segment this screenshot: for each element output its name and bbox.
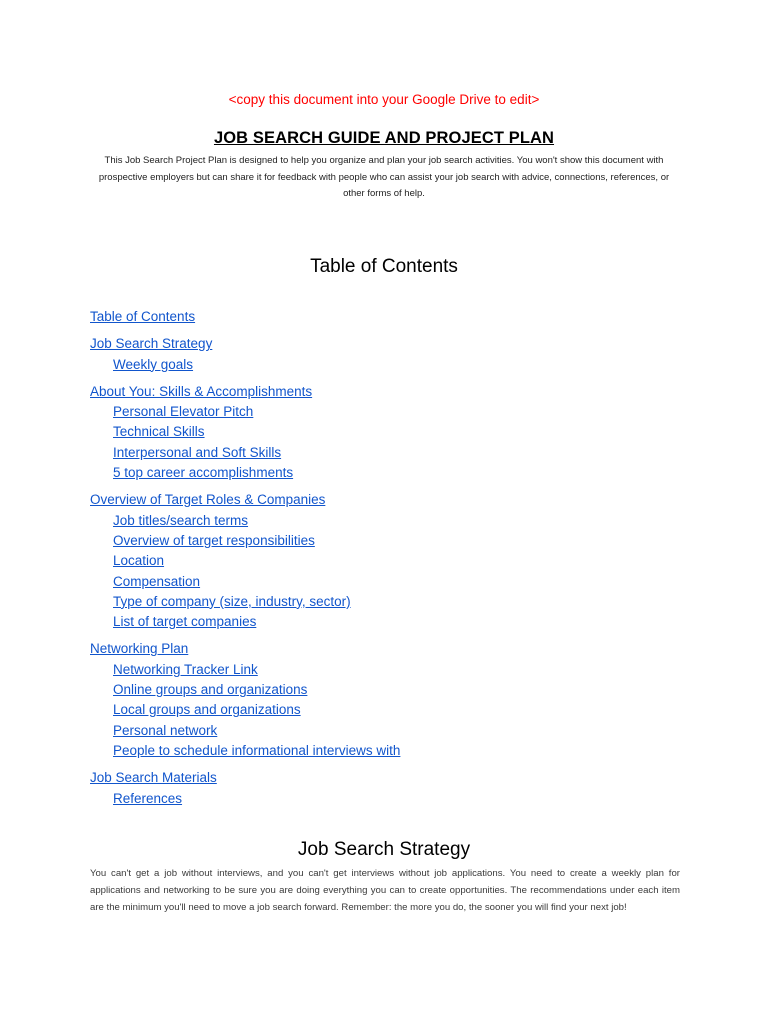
strategy-paragraph: You can't get a job without interviews, and you can't get interviews without job applications. You need to create a weekly plan for applications and networking to be sure you are doing everything you can to create opportunities. The recommendations under each item are the minimum you'll need to move a job search forward. Remember: the more you do, the sooner you will find your next job!	[90, 868, 680, 913]
toc-link-company-type[interactable]: Type of company (size, industry, sector)	[113, 593, 351, 609]
toc-group	[90, 639, 690, 761]
toc-link-references[interactable]: References	[113, 790, 183, 806]
toc-link-local-groups[interactable]: Local groups and organizations	[113, 702, 301, 718]
toc-group	[90, 490, 690, 632]
toc-link-responsibilities[interactable]: Overview of target responsibilities	[113, 532, 315, 548]
toc-link-table-of-contents[interactable]: Table of Contents	[90, 309, 196, 324]
toc-link-target-companies[interactable]: List of target companies	[113, 614, 257, 630]
toc-link-target-roles[interactable]: Overview of Target Roles & Companies	[90, 492, 326, 508]
strategy-heading: Job Search Strategy	[297, 839, 471, 860]
toc-group	[90, 768, 690, 809]
intro-paragraph: This Job Search Project Plan is designed to help you organize and plan your job search activities. You won't show this document with prospective employers but can share it for feedback with people who can assist your job search with advice, connections, references, or other forms of help.	[98, 155, 670, 199]
toc-group	[90, 382, 690, 483]
toc-link-accomplishments[interactable]: 5 top career accomplishments	[113, 465, 294, 481]
toc-heading: Table of Contents	[310, 256, 458, 277]
toc-link-weekly-goals[interactable]: Weekly goals	[113, 356, 194, 372]
table-of-contents	[90, 307, 690, 816]
toc-group	[90, 307, 690, 327]
toc-link-networking-tracker[interactable]: Networking Tracker Link	[113, 661, 258, 677]
toc-link-job-titles[interactable]: Job titles/search terms	[113, 512, 249, 528]
toc-link-informational-interviews[interactable]: People to schedule informational interviews with	[113, 742, 401, 758]
toc-link-elevator-pitch[interactable]: Personal Elevator Pitch	[113, 404, 254, 420]
toc-link-technical-skills[interactable]: Technical Skills	[113, 424, 205, 440]
toc-link-job-search-strategy[interactable]: Job Search Strategy	[90, 336, 213, 352]
toc-link-about-you[interactable]: About You: Skills & Accomplishments	[90, 383, 313, 399]
toc-group	[90, 334, 690, 375]
toc-link-personal-network[interactable]: Personal network	[113, 722, 218, 738]
toc-link-networking-plan[interactable]: Networking Plan	[90, 641, 189, 657]
toc-link-soft-skills[interactable]: Interpersonal and Soft Skills	[113, 444, 282, 460]
toc-link-compensation[interactable]: Compensation	[113, 573, 201, 589]
copy-instruction-note: <copy this document into your Google Drive to edit>	[228, 92, 540, 107]
toc-link-location[interactable]: Location	[113, 553, 165, 569]
document-title: JOB SEARCH GUIDE AND PROJECT PLAN	[213, 129, 555, 147]
toc-link-online-groups[interactable]: Online groups and organizations	[113, 682, 308, 698]
toc-link-job-search-materials[interactable]: Job Search Materials	[90, 770, 217, 786]
